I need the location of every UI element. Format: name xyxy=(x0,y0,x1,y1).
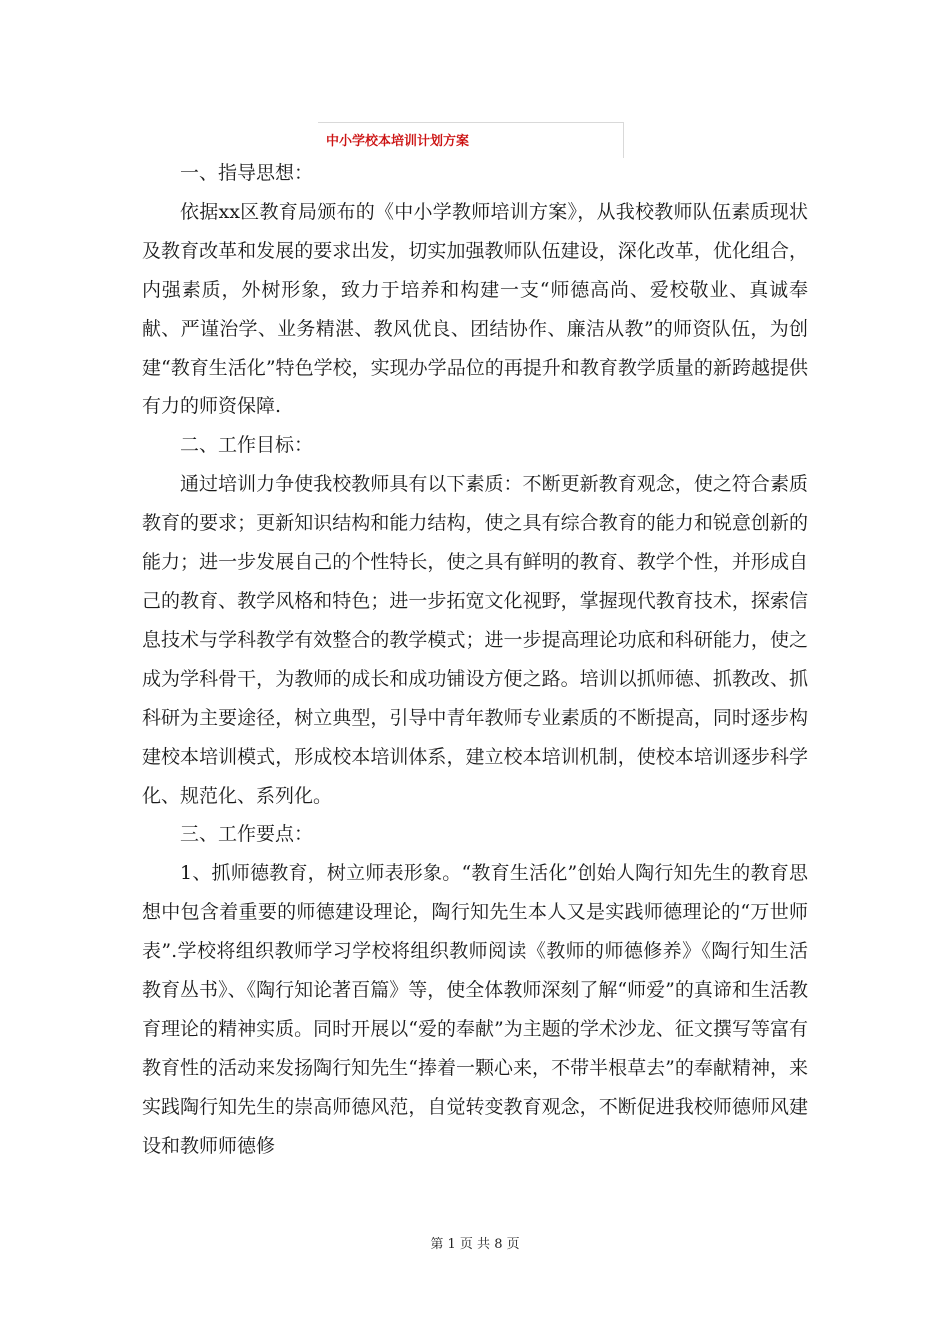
section1-heading: 一、指导思想： xyxy=(180,162,314,184)
section1-paragraph: 依据xx区教育局颁布的《中小学教师培训方案》，从我校教师队伍素质现状及教育改革和发展的要求出发，切实加强教师队伍建设，深化改革，优化组合，内强素质，外树形象，致力于培养和构建一支“师德高尚、爱校敬业、真诚奉献、严谨治学、业务精湛、教风优良、团结协作、廉洁从教”的师资队伍，为创建“教育生活化”特色学校，实现办学品位的再提升和教育教学质量的新跨越提供有力的师资保障. xyxy=(142,200,808,418)
section2-heading: 二、工作目标： xyxy=(180,434,314,457)
document-body xyxy=(142,154,808,1166)
document-title: 中小学校本培训计划方案 xyxy=(326,134,470,149)
page-number: 第 1 页 共 8 页 xyxy=(430,1237,520,1252)
section3-heading: 三、工作要点： xyxy=(180,823,314,846)
section3-item1-paragraph: 1、抓师德教育，树立师表形象。“教育生活化”创始人陶行知先生的教育思想中包含着重要的师德建设理论，陶行知先生本人又是实践师德理论的“万世师表”.学校将组织教师学习学校将组织教师阅读《教师的师德修养》《陶行知生活教育丛书》、《陶行知论著百篇》等，使全体教师深刻了解“师爱”的真谛和生活教育理论的精神实质。同时开展以“爱的奉献”为主题的学术沙龙、征文撰写等富有教育性的活动来发扬陶行知先生“捧着一颗心来，不带半根草去”的奉献精神，来实践陶行知先生的崇高师德风范，自觉转变教育观念，不断促进我校师德师风建设和教师师德修 xyxy=(142,862,808,1157)
section2-paragraph: 通过培训力争使我校教师具有以下素质：不断更新教育观念，使之符合素质教育的要求；更新知识结构和能力结构，使之具有综合教育的能力和锐意创新的能力；进一步发展自己的个性特长，使之具有鲜明的教育、教学个性，并形成自己的教育、教学风格和特色；进一步拓宽文化视野，掌握现代教育技术，探索信息技术与学科教学有效整合的教学模式；进一步提高理论功底和科研能力，使之成为学科骨干，为教师的成长和成功铺设方便之路。培训以抓师德、抓教改、抓科研为主要途径，树立典型，引导中青年教师专业素质的不断提高，同时逐步构建校本培训模式，形成校本培训体系，建立校本培训机制，使校本培训逐步科学化、规范化、系列化。 xyxy=(142,473,808,807)
